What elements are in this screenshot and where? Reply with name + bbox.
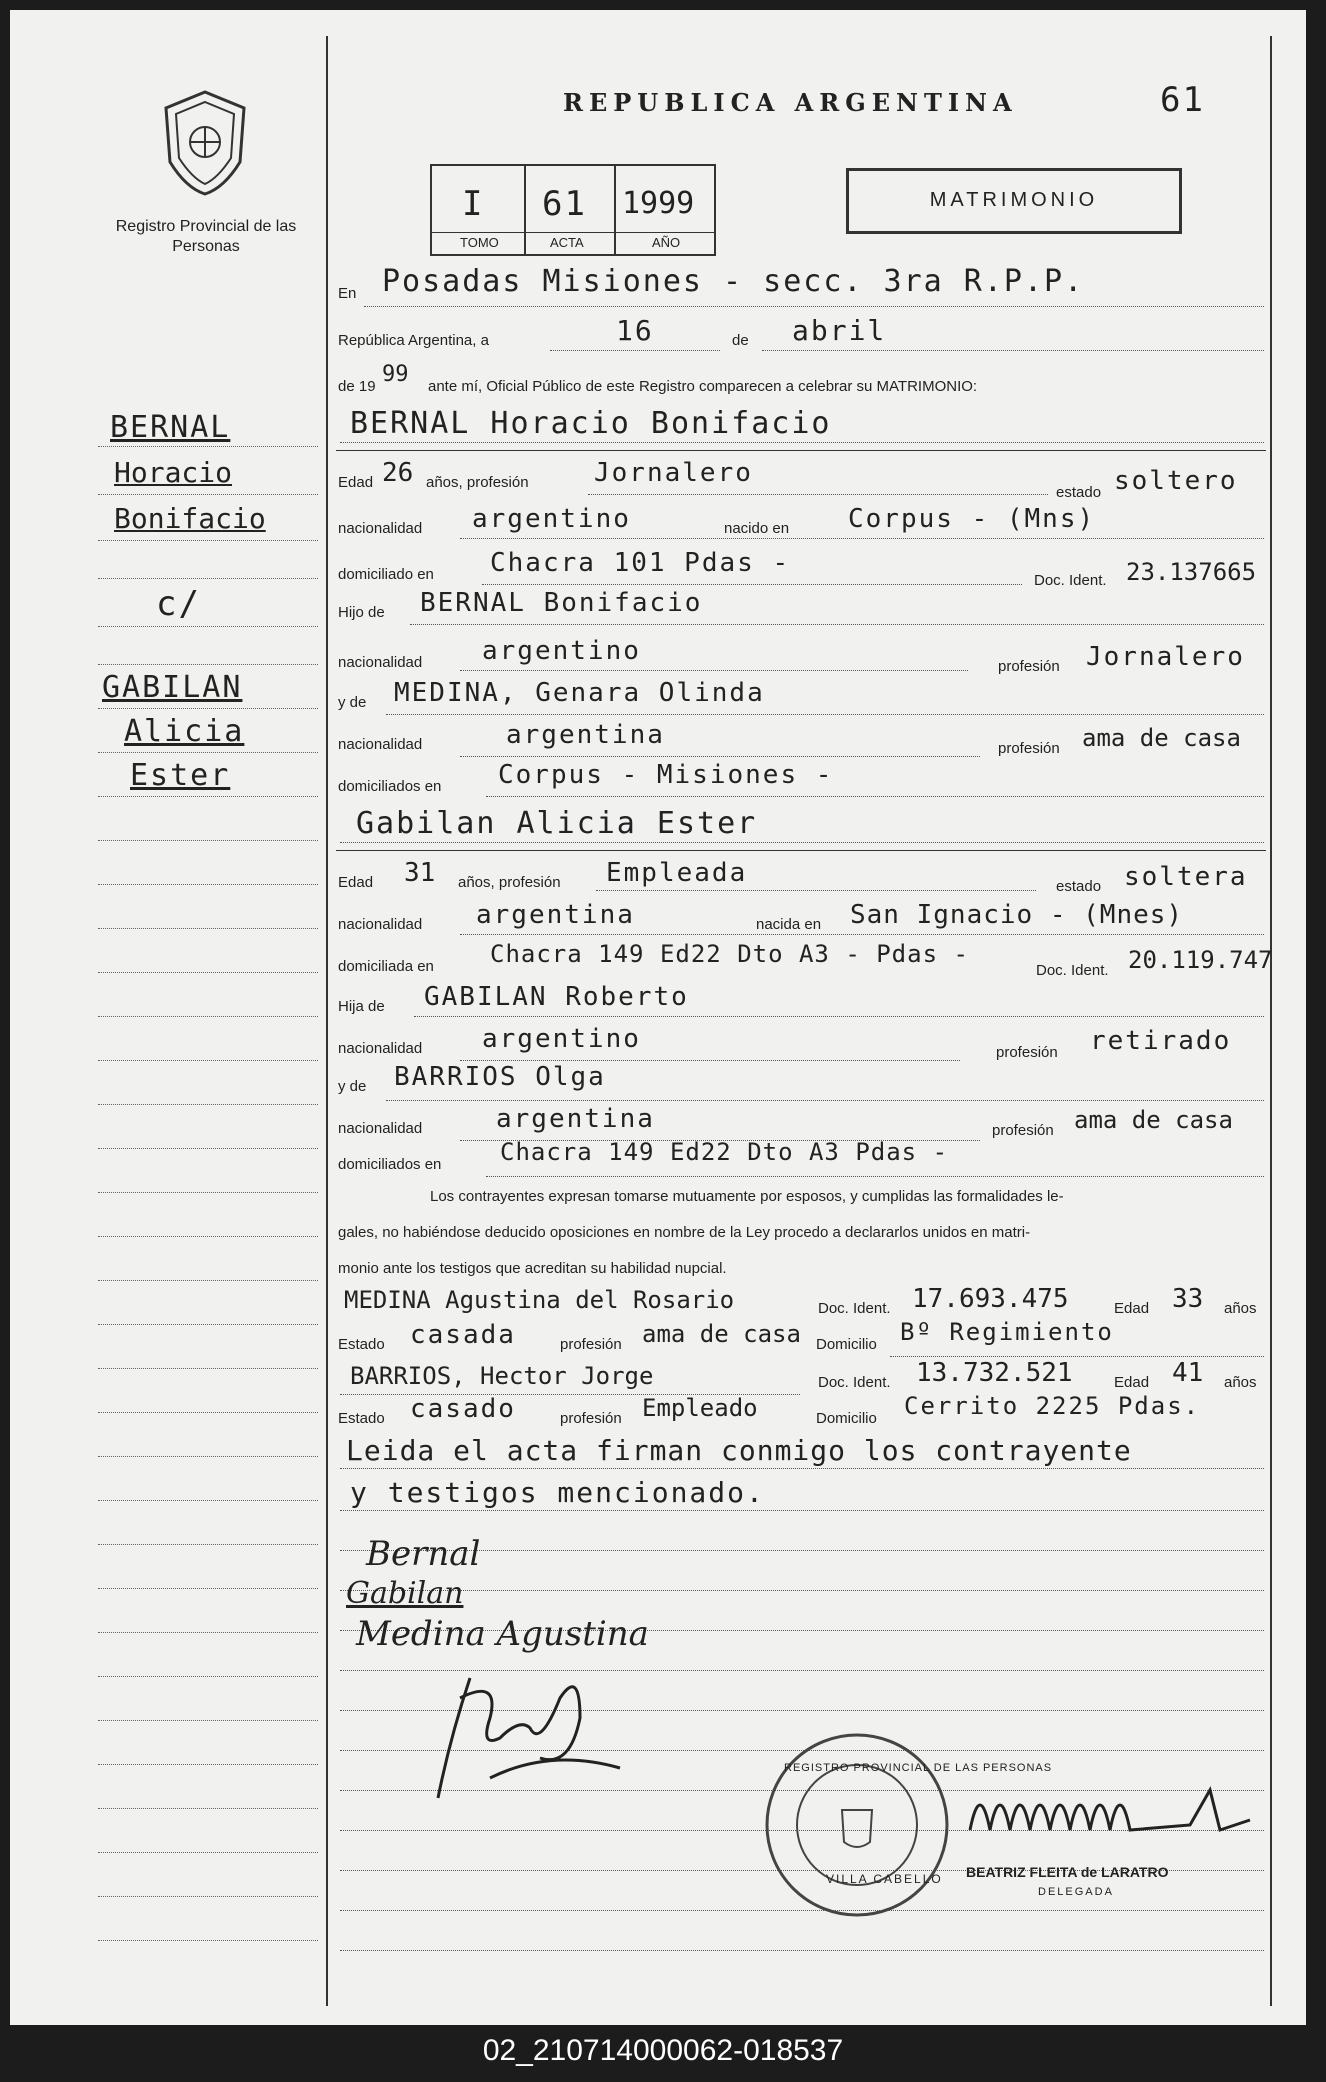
closing-line-2: y testigos mencionado. <box>350 1476 765 1509</box>
witness2-dom-label: Domicilio <box>816 1410 877 1427</box>
groom-padre-prof: Jornalero <box>1086 642 1245 672</box>
bride-full-name: Gabilan Alicia Ester <box>356 806 758 841</box>
groom-doc: 23.137665 <box>1126 558 1257 586</box>
bride-nacionalidad: argentina <box>476 900 635 930</box>
bride-madre: BARRIOS Olga <box>394 1062 606 1092</box>
official-signature-scribble <box>960 1770 1260 1850</box>
sidebar-bride-second: Ester <box>130 758 231 793</box>
groom-yde-label: y de <box>338 694 367 711</box>
groom-madre-nac-label: nacionalidad <box>338 736 423 753</box>
groom-madre-prof: ama de casa <box>1082 724 1241 752</box>
bride-padre-prof: retirado <box>1090 1026 1232 1056</box>
witness2-doc-label: Doc. Ident. <box>818 1374 891 1391</box>
body-line-1: Los contrayentes expresan tomarse mutuamente por esposos, y cumplidas las formalidades le- <box>430 1188 1064 1205</box>
closing-line-1: Leida el acta firman conmigo los contrayente <box>346 1434 1132 1467</box>
witness2-profesion: Empleado <box>642 1394 758 1422</box>
witness1-estado-label: Estado <box>338 1336 385 1353</box>
bride-padres-dom: Chacra 149 Ed22 Dto A3 Pdas - <box>500 1138 949 1166</box>
witness1-prof-label: profesión <box>560 1336 622 1353</box>
bride-madre-nac-label: nacionalidad <box>338 1120 423 1137</box>
signature-witness2 <box>480 1710 547 1731</box>
bride-padre: GABILAN Roberto <box>424 982 689 1012</box>
groom-estado: soltero <box>1114 466 1238 496</box>
month-value: abril <box>792 314 887 347</box>
groom-profesion: Jornalero <box>594 458 753 488</box>
sidebar-bride-first: Alicia <box>124 714 245 749</box>
bride-yde-label: y de <box>338 1078 367 1095</box>
bride-padre-prof-label: profesión <box>996 1044 1058 1061</box>
stamp-bottom-text: VILLA CABELLO <box>826 1872 943 1886</box>
republica-label: República Argentina, a <box>338 332 489 349</box>
official-name: BEATRIZ FLEITA de LARATRO <box>966 1864 1169 1880</box>
signature-bride: Gabilan <box>346 1576 464 1611</box>
tomo-label: TOMO <box>460 235 499 250</box>
document-type-box <box>846 168 1182 234</box>
witness2-doc: 13.732.521 <box>916 1358 1073 1388</box>
bride-madre-nac: argentina <box>496 1104 655 1134</box>
witness2-edad-label: Edad <box>1114 1374 1150 1391</box>
ano-value: 1999 <box>622 186 695 221</box>
signature-groom: Bernal <box>366 1534 481 1574</box>
bride-dom-label: domiciliada en <box>338 958 434 975</box>
groom-doc-label: Doc. Ident. <box>1034 572 1107 589</box>
bride-hija-label: Hija de <box>338 998 385 1015</box>
groom-nacido-label: nacido en <box>724 520 790 537</box>
bride-padre-nac-label: nacionalidad <box>338 1040 423 1057</box>
groom-domicilio: Chacra 101 Pdas - <box>490 548 791 578</box>
country-title: REPUBLICA ARGENTINA <box>563 88 1018 117</box>
witness1-edad: 33 <box>1172 1284 1204 1314</box>
sidebar-surname: BERNAL <box>110 410 231 445</box>
witness2-edad: 41 <box>1172 1358 1204 1388</box>
witness1-doc: 17.693.475 <box>912 1284 1069 1314</box>
official-title: DELEGADA <box>1038 1886 1114 1898</box>
right-margin-line <box>1270 36 1272 2006</box>
groom-madre-prof-label: profesión <box>998 740 1060 757</box>
witness1-anos-label: años <box>1224 1300 1257 1317</box>
provincial-seal-icon <box>160 88 250 198</box>
intro-text: ante mí, Oficial Público de este Registro comparecen a celebrar su MATRIMONIO: <box>428 378 978 395</box>
acta-value: 61 <box>542 184 587 224</box>
witness2-prof-label: profesión <box>560 1410 622 1427</box>
groom-domp-label: domiciliados en <box>338 778 442 795</box>
left-margin-line <box>326 36 328 2006</box>
groom-nacido: Corpus - (Mns) <box>848 504 1096 534</box>
groom-padre: BERNAL Bonifacio <box>420 588 703 618</box>
year-suffix: 99 <box>382 362 409 387</box>
bride-doc-label: Doc. Ident. <box>1036 962 1109 979</box>
acta-label: ACTA <box>550 235 584 250</box>
witness1-doc-label: Doc. Ident. <box>818 1300 891 1317</box>
bride-estado: soltera <box>1124 862 1248 892</box>
official-stamp-icon <box>762 1730 952 1920</box>
groom-padres-dom: Corpus - Misiones - <box>498 760 834 790</box>
groom-madre: MEDINA, Genara Olinda <box>394 678 765 708</box>
sidebar-bride-surname: GABILAN <box>102 670 243 705</box>
groom-padre-nac-label: nacionalidad <box>338 654 423 671</box>
bride-madre-prof-label: profesión <box>992 1122 1054 1139</box>
folio-number: 61 <box>1160 80 1205 120</box>
groom-anos-prof-label: años, profesión <box>426 474 529 491</box>
document-type: MATRIMONIO <box>929 189 1099 211</box>
witness1-dom-label: Domicilio <box>816 1336 877 1353</box>
sidebar-second-name: Bonifacio <box>114 502 266 535</box>
groom-nacionalidad: argentino <box>472 504 631 534</box>
groom-padre-nac: argentino <box>482 636 641 666</box>
witness1-name: MEDINA Agustina del Rosario <box>344 1286 735 1314</box>
tomo-value: I <box>462 184 485 224</box>
bride-section-rule <box>336 850 1266 851</box>
bride-doc: 20.119.747 <box>1128 946 1273 974</box>
bride-anos-prof-label: años, profesión <box>458 874 561 891</box>
groom-estado-label: estado <box>1056 484 1102 501</box>
stamp-top-text: REGISTRO PROVINCIAL DE LAS PERSONAS <box>784 1762 1053 1774</box>
bride-edad-label: Edad <box>338 874 374 891</box>
groom-edad: 26 <box>382 458 414 488</box>
sidebar-first-name: Horacio <box>114 456 233 489</box>
bride-domicilio: Chacra 149 Ed22 Dto A3 - Pdas - <box>490 940 969 968</box>
registry-name: Registro Provincial de las Personas <box>115 218 297 255</box>
witness1-domicilio: Bº Regimiento <box>900 1318 1114 1346</box>
day-value: 16 <box>616 314 654 347</box>
signature-witness1: Medina Agustina <box>356 1614 649 1654</box>
bride-domp-label: domiciliados en <box>338 1156 442 1173</box>
document-page <box>10 10 1306 2025</box>
groom-padre-prof-label: profesión <box>998 658 1060 675</box>
groom-madre-nac: argentina <box>506 720 665 750</box>
bride-profesion: Empleada <box>606 858 748 888</box>
de-label: de <box>732 332 749 349</box>
bride-nac-label: nacionalidad <box>338 916 423 933</box>
witness2-domicilio: Cerrito 2225 Pdas. <box>904 1392 1201 1420</box>
sidebar-versus: c/ <box>156 584 201 624</box>
bride-madre-prof: ama de casa <box>1074 1106 1233 1134</box>
en-label: En <box>338 285 357 302</box>
ano-label: AÑO <box>652 235 681 250</box>
bride-nacida-label: nacida en <box>756 916 822 933</box>
document-id-footer: 02_210714000062-018537 <box>482 2034 844 2067</box>
bride-edad: 31 <box>404 858 436 888</box>
body-line-3: monio ante los testigos que acreditan su habilidad nupcial. <box>338 1260 727 1277</box>
witness2-estado: casado <box>410 1394 516 1424</box>
place-value: Posadas Misiones - secc. 3ra R.P.P. <box>382 264 1085 299</box>
groom-nac-label: nacionalidad <box>338 520 423 537</box>
groom-edad-label: Edad <box>338 474 374 491</box>
groom-hijo-label: Hijo de <box>338 604 385 621</box>
groom-full-name: BERNAL Horacio Bonifacio <box>350 406 832 441</box>
groom-section-rule <box>336 450 1266 451</box>
witness2-estado-label: Estado <box>338 1410 385 1427</box>
year-prefix: de 19 <box>338 378 376 395</box>
witness1-edad-label: Edad <box>1114 1300 1150 1317</box>
signature-witness2-scribble <box>430 1658 630 1808</box>
bride-estado-label: estado <box>1056 878 1102 895</box>
witness2-anos-label: años <box>1224 1374 1257 1391</box>
witness2-name: BARRIOS, Hector Jorge <box>350 1362 654 1390</box>
witness1-profesion: ama de casa <box>642 1320 801 1348</box>
bride-nacida: San Ignacio - (Mnes) <box>850 900 1184 930</box>
groom-dom-label: domiciliado en <box>338 566 434 583</box>
witness1-estado: casada <box>410 1320 516 1350</box>
bride-padre-nac: argentino <box>482 1024 641 1054</box>
body-line-2: gales, no habiéndose deducido oposiciones en nombre de la Ley procedo a declararlos unidos en matri- <box>338 1224 1031 1241</box>
record-number-box <box>430 164 716 256</box>
